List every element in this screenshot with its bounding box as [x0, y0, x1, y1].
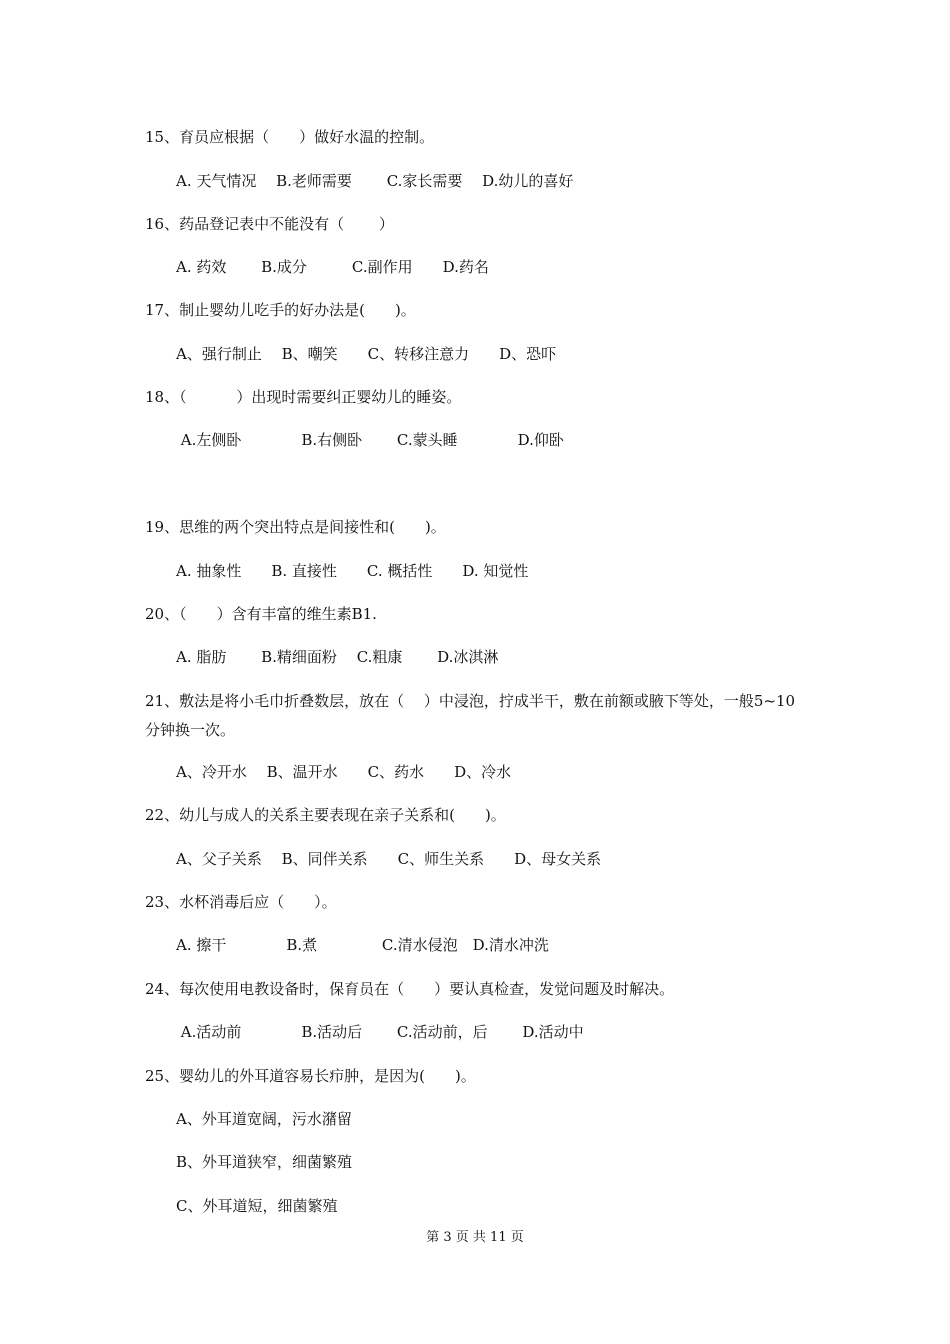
question-21-options: A、冷开水 B、温开水 C、药水 D、冷水: [176, 763, 512, 781]
question-15-stem: 15、育员应根据（ ）做好水温的控制。: [145, 128, 435, 146]
question-22-stem: 22、幼儿与成人的关系主要表现在亲子关系和( )。: [145, 806, 506, 824]
question-25-option-a: A、外耳道宽阔，污水潴留: [176, 1110, 352, 1128]
question-23-options: A. 擦干 B.煮 C.清水侵泡 D.清水冲洗: [176, 936, 549, 954]
question-24-options: A.活动前 B.活动后 C.活动前，后 D.活动中: [176, 1023, 584, 1041]
question-22-options: A、父子关系 B、同伴关系 C、师生关系 D、母女关系: [176, 850, 602, 868]
question-15-options: A. 天气情况 B.老师需要 C.家长需要 D.幼儿的喜好: [176, 172, 574, 190]
question-24-stem: 24、每次使用电教设备时，保育员在（ ）要认真检查，发觉问题及时解决。: [145, 980, 675, 998]
question-20-options: A. 脂肪 B.精细面粉 C.粗康 D.冰淇淋: [176, 648, 499, 666]
question-25-option-b: B、外耳道狭窄，细菌繁殖: [176, 1153, 353, 1171]
question-19-stem: 19、思维的两个突出特点是间接性和( )。: [145, 518, 446, 536]
question-17-stem: 17、制止婴幼儿吃手的好办法是( )。: [145, 301, 416, 319]
question-16-options: A. 药效 B.成分 C.副作用 D.药名: [176, 258, 489, 276]
question-18-stem: 18、（ ）出现时需要纠正婴幼儿的睡姿。: [145, 388, 462, 406]
question-25-stem: 25、婴幼儿的外耳道容易长疖肿，是因为( )。: [145, 1067, 476, 1085]
page-footer: 第 3 页 共 11 页: [426, 1230, 524, 1245]
question-21-stem: 21、敷法是将小毛巾折叠数层，放在（ ）中浸泡，拧成半干，敷在前额或腋下等处，一般5~10分钟换一次。: [145, 692, 796, 739]
question-23-stem: 23、水杯消毒后应（ ）。: [145, 893, 337, 911]
question-18-options: A.左侧卧 B.右侧卧 C.蒙头睡 D.仰卧: [176, 431, 564, 449]
question-25-option-c: C、外耳道短，细菌繁殖: [176, 1197, 338, 1215]
question-19-options: A. 抽象性 B. 直接性 C. 概括性 D. 知觉性: [176, 562, 529, 580]
question-16-stem: 16、药品登记表中不能没有（ ）: [145, 215, 394, 233]
question-17-options: A、强行制止 B、嘲笑 C、转移注意力 D、恐吓: [176, 345, 557, 363]
question-20-stem: 20、（ ）含有丰富的维生素B1.: [145, 605, 377, 623]
